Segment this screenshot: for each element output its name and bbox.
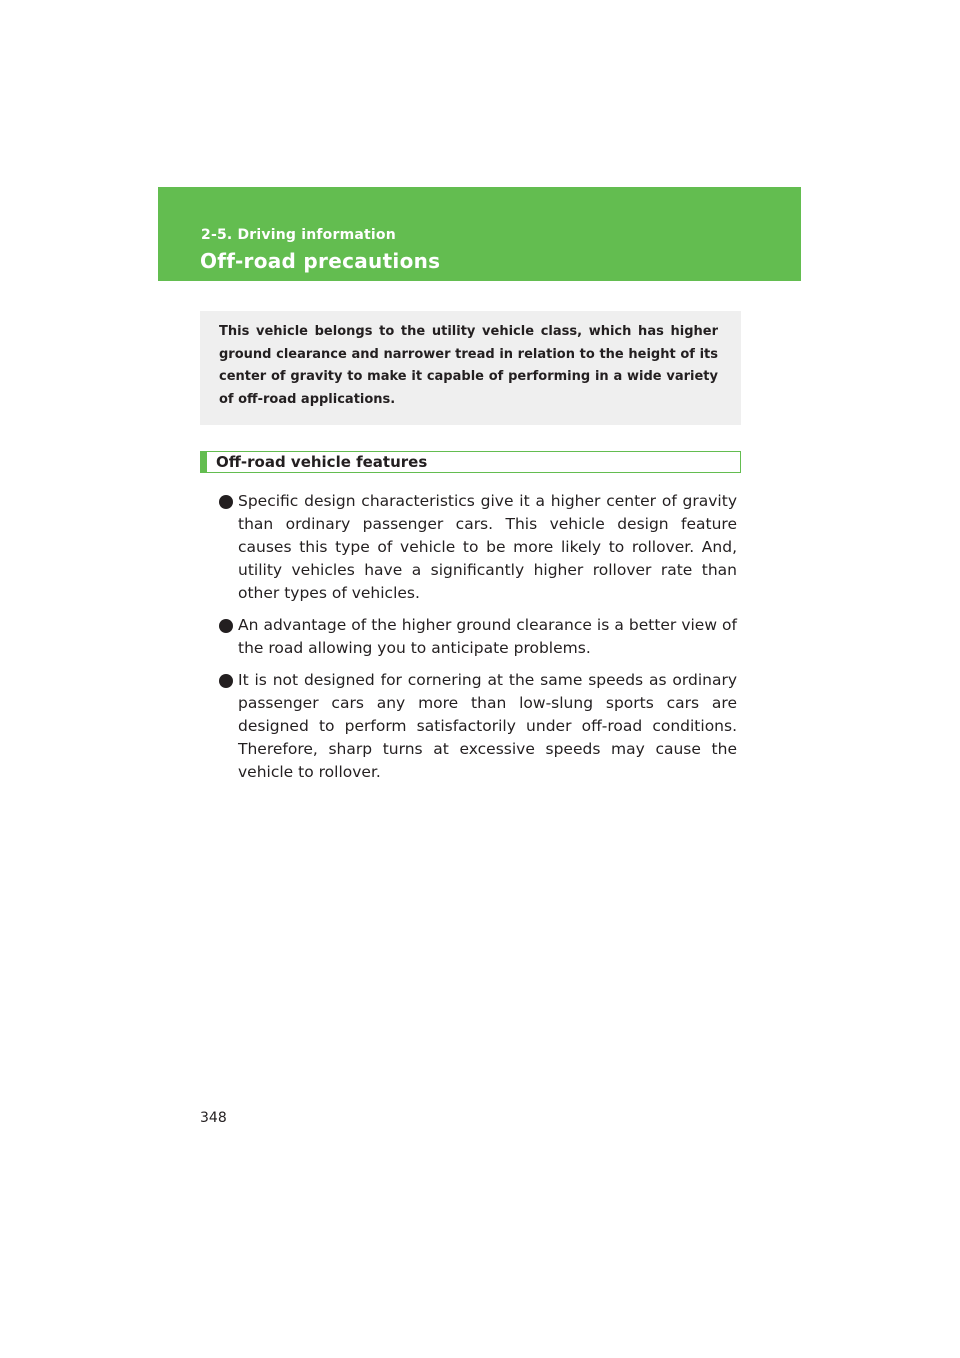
subheading-accent-bar bbox=[201, 452, 207, 472]
bullet-icon bbox=[219, 495, 233, 509]
subheading-text: Off-road vehicle features bbox=[216, 453, 428, 471]
bullet-text: Specific design characteristics give it a higher center of gravity than ordinary passenger cars. This vehicle design feature causes this type of vehicle to be more likely to rollover. And, utility vehicles have a significantly higher rollover rate than other types of vehicles. bbox=[238, 492, 737, 602]
bullet-list bbox=[219, 490, 737, 793]
list-item bbox=[219, 614, 737, 660]
page-number: 348 bbox=[200, 1110, 227, 1126]
bullet-text: An advantage of the higher ground clearance is a better view of the road allowing you to anticipate problems. bbox=[238, 616, 737, 657]
intro-box bbox=[200, 311, 741, 425]
section-label: 2-5. Driving information bbox=[201, 227, 396, 243]
intro-text: This vehicle belongs to the utility vehicle class, which has higher ground clearance and narrower tread in relation to the height of its center of gravity to make it capable of performing in a wide variety of off-road applications. bbox=[219, 324, 718, 407]
bullet-text: It is not designed for cornering at the same speeds as ordinary passenger cars any more than low-slung sports cars are designed to perform satisfactorily under off-road conditions. Therefore, sharp turns at excessive speeds may cause the vehicle to rollover. bbox=[238, 671, 737, 781]
page-title: Off-road precautions bbox=[200, 249, 441, 273]
list-item bbox=[219, 490, 737, 605]
list-item bbox=[219, 669, 737, 784]
bullet-icon bbox=[219, 674, 233, 688]
subheading bbox=[200, 451, 741, 473]
bullet-icon bbox=[219, 619, 233, 633]
section-header-band bbox=[158, 187, 801, 281]
